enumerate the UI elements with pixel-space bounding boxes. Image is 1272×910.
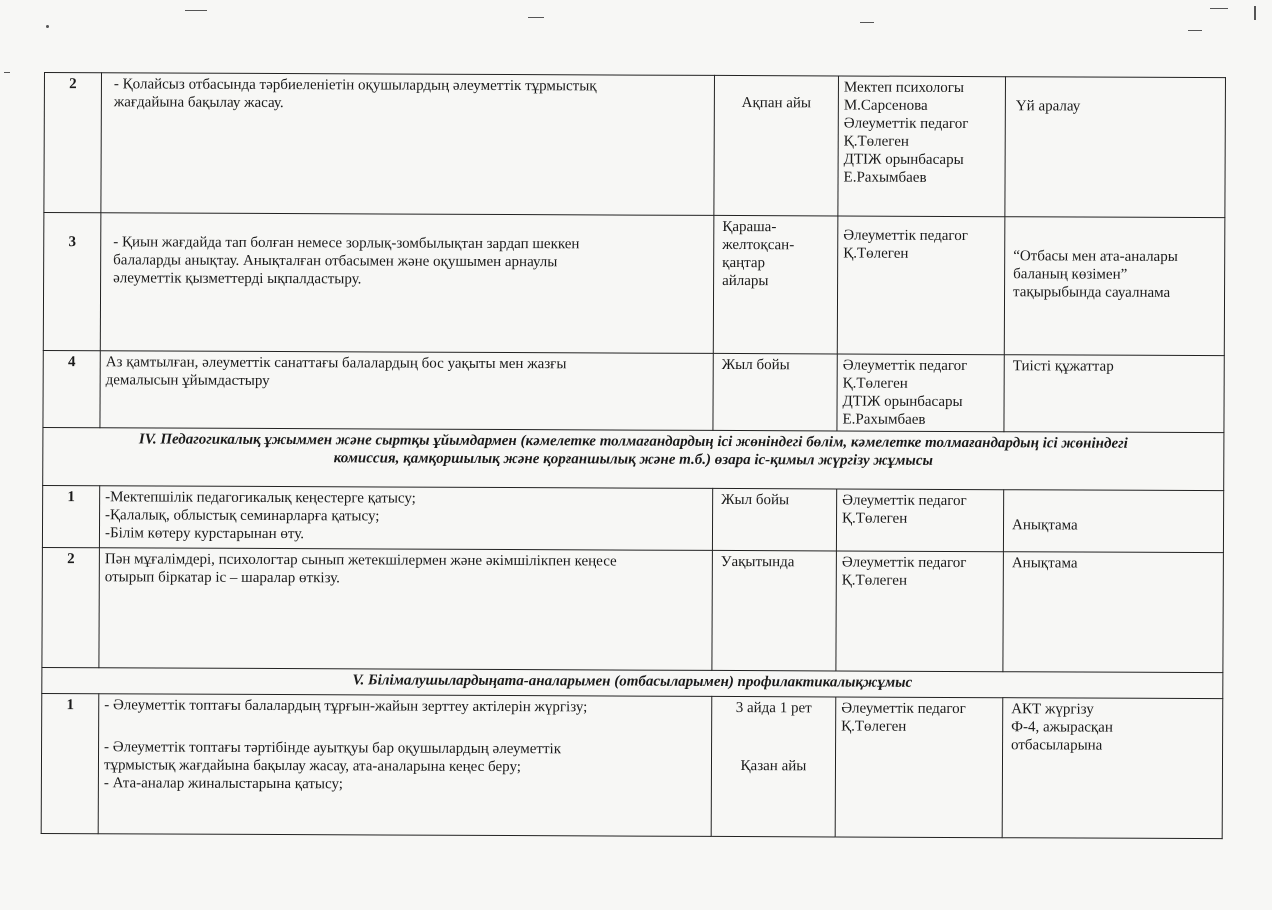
responsible-text: Қ.Төлеген — [841, 718, 907, 735]
scan-mark — [1188, 30, 1202, 31]
action-text: әлеуметтік қызметтерді ықпалдастыру. — [113, 270, 362, 288]
table-row — [43, 350, 1224, 432]
section-title: V. Білімалушылардыңата-аналарымен (отбасыларымен) профилактикалықжұмыс — [42, 667, 1223, 698]
responsible-cell — [835, 697, 1003, 838]
term-text: айлары — [722, 272, 769, 290]
responsible-text: Әлеуметтік педагог — [841, 554, 967, 572]
action-text: демалысын ұйымдастыру — [105, 372, 270, 389]
responsible-cell — [837, 354, 1004, 432]
result-cell — [1005, 77, 1226, 218]
action-text: - Ата-аналар жиналыстарына қатысу; — [103, 775, 343, 793]
action-cell — [99, 548, 713, 671]
responsible-cell — [836, 551, 1004, 672]
row-number: 4 — [43, 350, 100, 427]
term-cell — [713, 353, 837, 431]
row-number: 2 — [42, 547, 100, 667]
action-text: тұрмыстық жағдайына бақылау жасау, ата-аналарына кеңес беру; — [103, 757, 521, 776]
term-cell — [714, 75, 839, 216]
responsible-text: Әлеуметтік педагог — [842, 492, 967, 510]
responsible-text: Әлеуметтік педагог — [841, 700, 966, 718]
result-cell — [1002, 698, 1223, 839]
result-cell — [1004, 217, 1225, 356]
action-text: -Мектепшілік педагогикалық кеңестерге қатысу; — [105, 489, 416, 507]
result-text: “Отбасы мен ата-аналары — [1013, 248, 1178, 265]
responsible-text: Қ.Төлеген — [843, 133, 909, 150]
action-cell — [100, 351, 713, 431]
scan-mark — [860, 22, 874, 23]
responsible-text: Әлеуметтік педагог — [842, 357, 968, 375]
table-row — [43, 213, 1225, 356]
result-cell — [1003, 552, 1224, 673]
section-title-line: IV. Педагогикалық ұжыммен және сыртқы ұйымдармен (кәмелетке толмағандардың ісі жөніндегі бөлім, кәмелетке толмағандардың ісі жөніндегі — [138, 431, 1128, 452]
term-cell — [712, 488, 836, 551]
result-text: Анықтама — [1011, 555, 1078, 572]
work-plan-table — [41, 72, 1226, 839]
responsible-text: ДТІЖ орынбасары — [843, 151, 964, 169]
section-title — [43, 427, 1224, 490]
scan-mark — [1254, 6, 1256, 20]
term-cell — [711, 696, 836, 837]
action-text: - Әлеуметтік топтағы тәртібінде ауытқуы бар оқушылардың әлеуметтік — [104, 739, 562, 758]
responsible-text: Қ.Төлеген — [841, 572, 908, 589]
scan-mark — [185, 10, 207, 11]
row-number: 3 — [43, 213, 101, 351]
result-text: Тиісті құжаттар — [1012, 358, 1114, 375]
table-row — [42, 547, 1224, 672]
action-text: Пән мұғалімдері, психологтар сынып жетекшілермен және әкімшілікпен кеңесе — [104, 551, 617, 570]
section-title-line: комиссия, қамқоршылық және қорғаншылық және т.б.) өзара іс-қимыл жүргізу жұмысы — [333, 450, 933, 469]
result-text: Үй аралау — [1015, 98, 1081, 115]
action-cell — [98, 694, 712, 837]
table-row — [41, 693, 1223, 838]
action-text: - Әлеуметтік топтағы балалардың тұрғын-жайын зерттеу актілерін жүргізу; — [104, 697, 588, 716]
term-cell — [713, 215, 838, 354]
action-text: - Қолайсыз отбасында тәрбиеленіетін оқушылардың әлеуметтік тұрмыстық — [113, 76, 597, 95]
result-cell — [1004, 355, 1224, 433]
responsible-text: Мектеп психологы — [843, 79, 965, 97]
result-text: тақырыбында сауалнама — [1013, 284, 1171, 301]
table-row — [42, 485, 1223, 552]
scan-mark — [528, 17, 544, 18]
action-text: -Білім көтеру курстарынан өту. — [104, 525, 305, 543]
term-text: Ақпан айы — [741, 95, 812, 112]
term-text: желтоқсан- — [722, 236, 795, 254]
responsible-text: М.Сарсенова — [843, 97, 928, 114]
action-cell — [99, 486, 712, 551]
table-row — [44, 73, 1226, 218]
responsible-text: Қ.Төлеген — [842, 510, 908, 527]
term-cell — [712, 550, 837, 671]
row-number: 1 — [41, 693, 99, 833]
term-text: Жыл бойы — [721, 491, 790, 509]
action-cell — [101, 73, 715, 216]
action-text: отырып біркатар іс – шаралар өткізу. — [104, 569, 340, 587]
action-text: Аз қамтылған, әлеуметтік санаттағы балалардың бос уақыты мен жазғы — [105, 354, 567, 373]
term-text: Қазан айы — [740, 758, 807, 775]
term-text: қаңтар — [722, 254, 766, 272]
responsible-text: Қ.Төлеген — [842, 375, 908, 392]
result-text: АКТ жүргізу — [1011, 701, 1094, 718]
action-text: жағдайына бақылау жасау. — [113, 94, 284, 112]
responsible-cell — [836, 489, 1003, 552]
action-cell — [100, 213, 714, 354]
term-text: Уақытында — [720, 553, 795, 571]
term-text: Қараша- — [722, 218, 777, 236]
term-text: 3 айда 1 рет — [735, 700, 812, 717]
responsible-text: Әлеуметтік педагог — [843, 227, 968, 245]
scan-mark — [1210, 8, 1228, 9]
section-heading-iv — [43, 427, 1224, 490]
result-text: баланың көзімен” — [1013, 266, 1128, 283]
result-text: отбасыларына — [1011, 737, 1103, 754]
responsible-cell — [838, 76, 1006, 217]
action-text: -Қалалық, облыстық семинарларға қатысу; — [105, 507, 380, 525]
responsible-text: ДТІЖ орынбасары — [842, 393, 963, 411]
scan-mark — [46, 25, 49, 28]
action-text: балаларды анықтау. Анықталған отбасымен және оқушымен арнаулы — [113, 252, 558, 271]
responsible-text: Е.Рахымбаев — [843, 169, 927, 186]
term-text: Жыл бойы — [721, 356, 790, 374]
responsible-text: Әлеуметтік педагог — [843, 115, 969, 133]
result-text: Ф-4, ажырасқан — [1011, 719, 1113, 736]
result-text: Анықтама — [1011, 517, 1078, 534]
responsible-text: Қ.Төлеген — [843, 245, 909, 262]
row-number: 2 — [44, 73, 102, 213]
scan-mark — [4, 72, 10, 73]
responsible-cell — [837, 216, 1005, 355]
result-cell — [1003, 490, 1223, 553]
row-number: 1 — [42, 485, 99, 547]
action-text: - Қиын жағдайда тап болған немесе зорлық-зомбылықтан зардап шеккен — [113, 234, 580, 253]
responsible-text: Е.Рахымбаев — [842, 411, 926, 428]
